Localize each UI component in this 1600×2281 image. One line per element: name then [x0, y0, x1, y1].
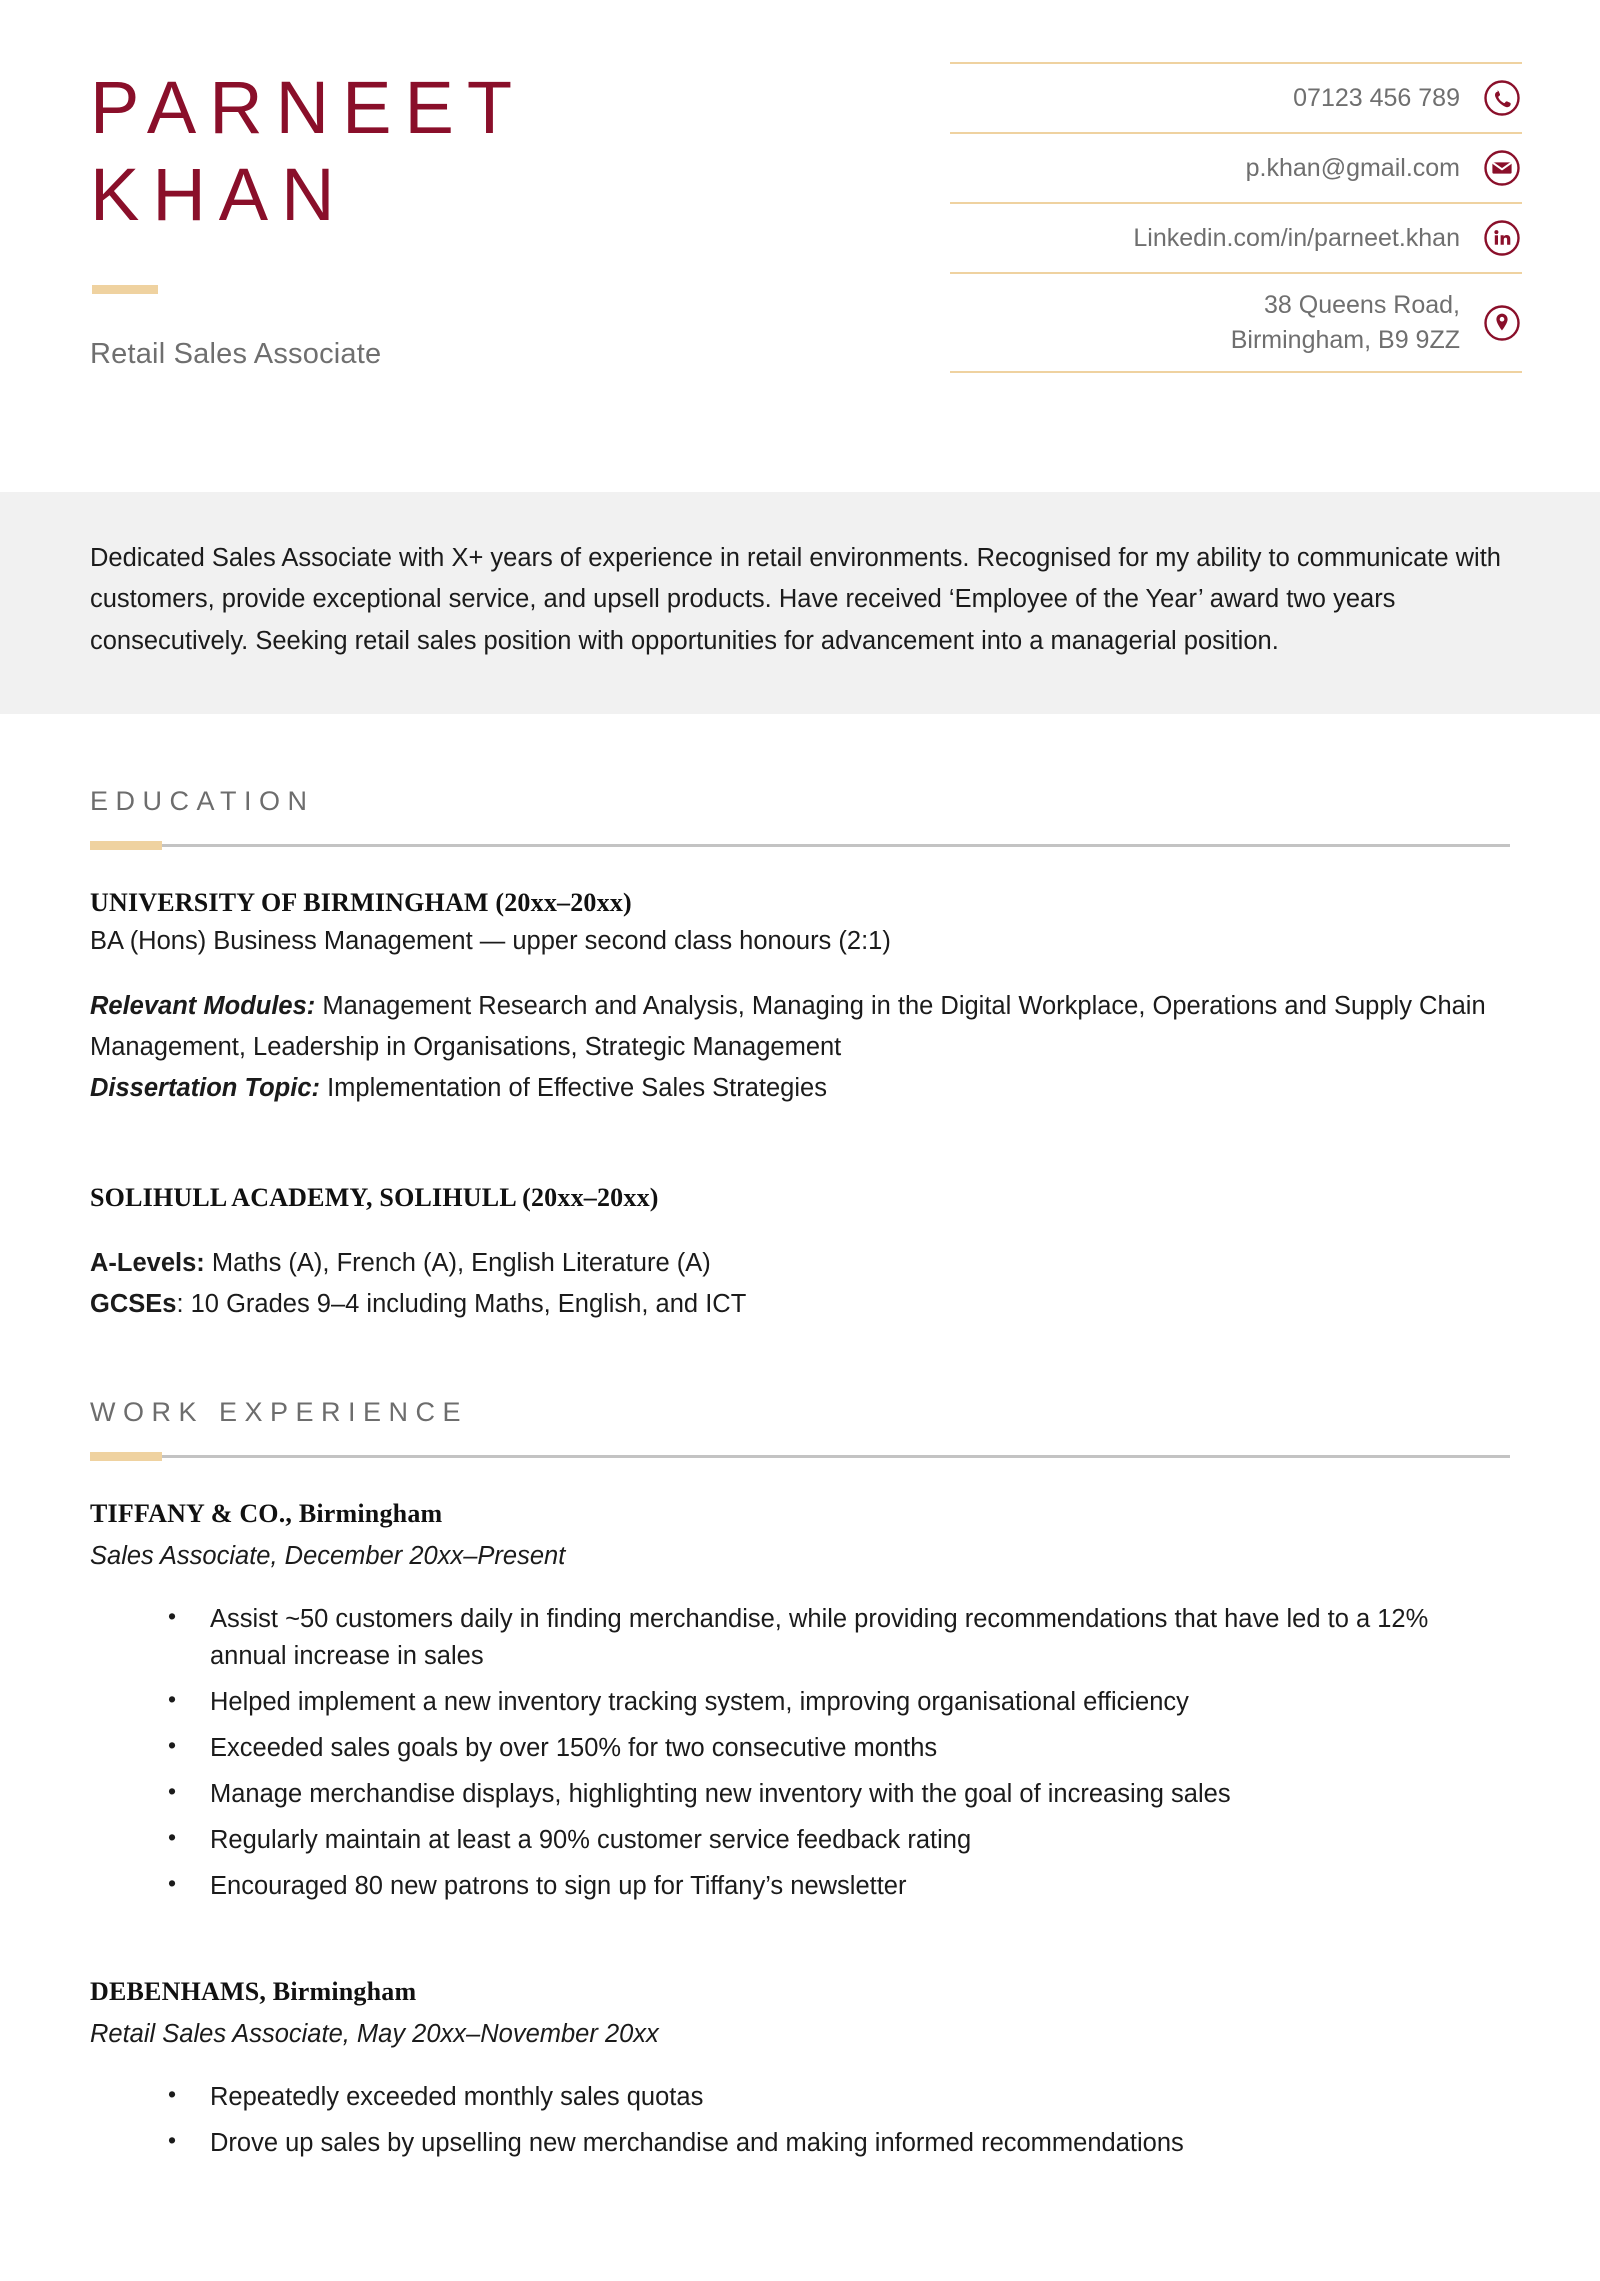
page-title: Retail Sales Associate — [90, 337, 382, 370]
last-name: KHAN — [90, 153, 348, 237]
contact-row-phone[interactable] — [950, 64, 1522, 134]
education-heading-block — [90, 714, 1510, 847]
address-line-1: 38 Queens Road, — [1264, 291, 1460, 319]
education-details — [90, 986, 1510, 1108]
work-entry-tiffany — [90, 1458, 1510, 1905]
a-levels-line — [90, 1243, 1510, 1284]
work-bullets — [90, 1601, 1510, 1905]
spacer — [90, 1914, 1510, 1936]
a-levels-text: Maths (A), French (A), English Literature (A) — [204, 1249, 711, 1278]
list-item: • Assist ~50 customers daily in finding merchandise, while providing recommendations that have led to a 12% annual increase in sales — [162, 1601, 1510, 1675]
relevant-modules-text: Management Research and Analysis, Managing in the Digital Workplace, Operations and Supply Chain Management, Leadership in Organisations, Strategic Management — [90, 992, 1486, 1061]
education-entry-university — [90, 847, 1510, 1109]
linkedin-icon — [1482, 218, 1522, 258]
professional-summary-band — [0, 492, 1600, 714]
list-item: • Manage merchandise displays, highlighting new inventory with the goal of increasing sales — [162, 1776, 1510, 1813]
gcses-text: : 10 Grades 9–4 including Maths, English, and ICT — [176, 1290, 747, 1319]
dissertation-text: Implementation of Effective Sales Strategies — [320, 1073, 827, 1102]
section-title-education: EDUCATION — [90, 785, 315, 816]
dissertation-label: Dissertation Topic: — [90, 1073, 320, 1102]
contact-row-address[interactable] — [950, 274, 1522, 373]
section-divider — [90, 844, 1510, 847]
header-identity — [90, 54, 950, 371]
address-line-2: Birmingham, B9 9ZZ — [1230, 325, 1460, 354]
first-name: PARNEET — [90, 66, 526, 149]
contact-email-text: p.khan@gmail.com — [1245, 153, 1460, 182]
relevant-modules-line — [90, 986, 1510, 1068]
education-org-name: SOLIHULL ACADEMY, SOLIHULL (20xx–20xx) — [90, 1183, 659, 1213]
contact-phone-text: 07123 456 789 — [1293, 83, 1460, 112]
list-item: • Repeatedly exceeded monthly sales quotas — [162, 2079, 1510, 2116]
list-item: • Helped implement a new inventory tracking system, improving organisational efficiency — [162, 1684, 1510, 1721]
a-levels-label: A-Levels: — [90, 1249, 205, 1278]
gcses-label: GCSEs — [90, 1290, 177, 1319]
education-details — [90, 1243, 1510, 1325]
spacer — [90, 2171, 1510, 2281]
work-heading-block — [90, 1325, 1510, 1458]
contact-list — [950, 62, 1522, 373]
contact-row-email[interactable] — [950, 134, 1522, 204]
work-experience-section — [0, 1325, 1600, 2281]
list-item: • Encouraged 80 new patrons to sign up for Tiffany’s newsletter — [162, 1868, 1510, 1905]
section-divider — [90, 1455, 1510, 1458]
contact-linkedin-text: Linkedin.com/in/parneet.khan — [1133, 223, 1460, 252]
professional-summary-text: Dedicated Sales Associate with X+ years of experience in retail environments. Recognised for my ability to communicate with customers, provide exceptional service, and upsell products. Have received ‘Employee of the Year’ award two years consecutively. Seeking retail sales position with opportunities for advancement into a managerial position. — [90, 544, 1501, 655]
work-company-name: DEBENHAMS, Birmingham — [90, 1976, 417, 2006]
work-role-dates: Sales Associate, December 20xx–Present — [90, 1541, 566, 1570]
resume-header — [0, 0, 1600, 492]
contact-address-text — [1231, 288, 1482, 357]
section-title-work-experience: WORK EXPERIENCE — [90, 1396, 469, 1427]
education-section — [0, 714, 1600, 1325]
gcses-line — [90, 1284, 1510, 1325]
spacer — [90, 1108, 1510, 1142]
contact-panel — [950, 54, 1522, 373]
work-company-name: TIFFANY & CO., Birmingham — [90, 1498, 443, 1528]
gold-accent-bar — [92, 285, 158, 294]
dissertation-line — [90, 1068, 1510, 1109]
phone-icon — [1482, 78, 1522, 118]
education-org-name: UNIVERSITY OF BIRMINGHAM (20xx–20xx) — [90, 887, 632, 917]
relevant-modules-label: Relevant Modules: — [90, 992, 316, 1021]
location-pin-icon — [1482, 303, 1522, 343]
education-degree: BA (Hons) Business Management — upper second class honours (2:1) — [90, 926, 891, 955]
work-role-dates: Retail Sales Associate, May 20xx–November 20xx — [90, 2019, 659, 2048]
contact-row-linkedin[interactable] — [950, 204, 1522, 274]
list-item: • Regularly maintain at least a 90% customer service feedback rating — [162, 1822, 1510, 1859]
envelope-icon — [1482, 148, 1522, 188]
list-item: • Drove up sales by upselling new merchandise and making informed recommendations — [162, 2125, 1510, 2162]
work-entry-debenhams — [90, 1936, 1510, 2162]
education-entry-academy — [90, 1142, 1510, 1325]
work-bullets — [90, 2079, 1510, 2162]
list-item: • Exceeded sales goals by over 150% for two consecutive months — [162, 1730, 1510, 1767]
